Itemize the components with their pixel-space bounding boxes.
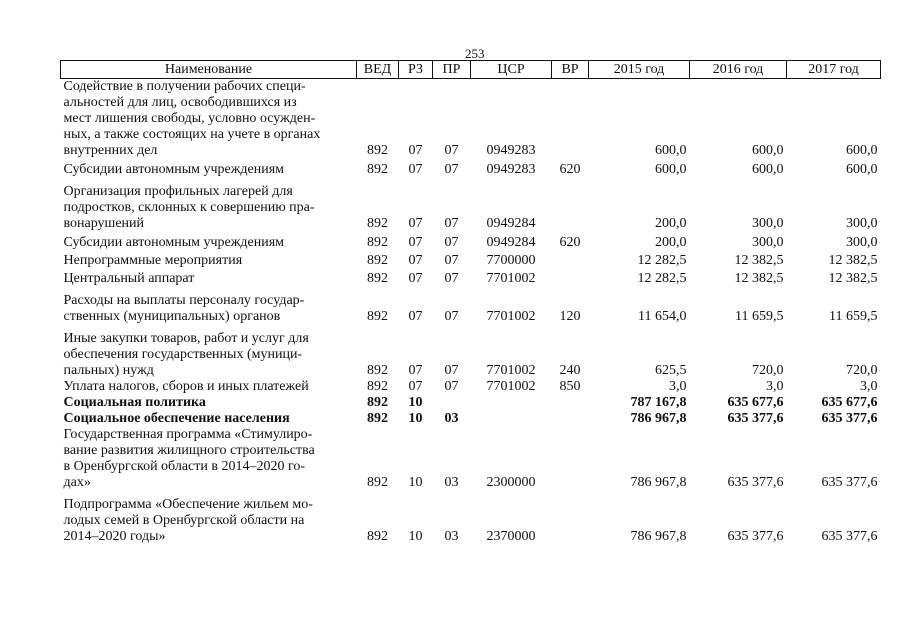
- row-vr: 120: [559, 309, 581, 324]
- row-ved: 892: [367, 395, 388, 410]
- header-2015: 2015 год: [589, 61, 690, 79]
- row-name: Подпрограмма «Обеспечение жильем мо- лодых семей в Оренбургской области на 2014–2020 годы»: [63, 497, 313, 544]
- row-2016: 300,0: [752, 235, 784, 250]
- row-name: Уплата налогов, сборов и иных платежей: [63, 379, 309, 394]
- row-2017: 720,0: [846, 363, 878, 378]
- row-name: Организация профильных лагерей для подростков, склонных к совершению пра- вонарушений: [63, 184, 315, 231]
- row-rz: 07: [408, 309, 423, 324]
- row-2015: 786 967,8: [630, 475, 687, 490]
- row-2016: 635 677,6: [727, 395, 784, 410]
- row-pr: 07: [444, 363, 459, 378]
- table-row: [61, 379, 881, 395]
- row-rz: 07: [408, 235, 423, 250]
- row-2017: 600,0: [846, 143, 878, 158]
- row-vr: 240: [559, 363, 581, 378]
- row-pr: 07: [444, 253, 459, 268]
- row-ved: 892: [367, 216, 388, 231]
- row-vr: 850: [559, 379, 581, 394]
- row-name: Содействие в получении рабочих специ- альностей для лиц, освободившихся из мест лишения свободы, условно осужден- ных, а также состоящих на учете в органах внутренних дел: [63, 79, 321, 158]
- row-2015: 200,0: [655, 216, 687, 231]
- row-rz: 10: [408, 395, 423, 410]
- row-ved: 892: [367, 379, 388, 394]
- row-ved: 892: [367, 253, 388, 268]
- row-name: Государственная программа «Стимулиро- вание развития жилищного строительства в Оренбургской области в 2014–2020 го- дах»: [63, 427, 315, 490]
- table-row: [61, 159, 881, 178]
- row-csr: 7701002: [486, 271, 536, 286]
- row-csr: 7701002: [486, 363, 536, 378]
- header-2016: 2016 год: [690, 61, 787, 79]
- row-2016: 3,0: [766, 379, 784, 394]
- row-csr: 7701002: [486, 379, 536, 394]
- row-2017: 12 382,5: [828, 253, 878, 268]
- row-2016: 600,0: [752, 143, 784, 158]
- row-2015: 600,0: [655, 162, 687, 177]
- row-pr: 07: [444, 235, 459, 250]
- header-pr: ПР: [433, 61, 471, 79]
- row-2016: 635 377,6: [727, 475, 784, 490]
- header-csr: ЦСР: [471, 61, 552, 79]
- row-ved: 892: [367, 411, 388, 426]
- table-row: [61, 79, 881, 160]
- row-rz: 07: [408, 216, 423, 231]
- row-rz: 10: [408, 529, 423, 544]
- table-row: [61, 325, 881, 379]
- row-vr: [552, 427, 589, 491]
- row-csr: [471, 411, 552, 427]
- row-csr: 7700000: [486, 253, 536, 268]
- row-name: Социальное обеспечение населения: [63, 411, 290, 426]
- row-pr: 07: [444, 162, 459, 177]
- row-csr: 0949283: [486, 162, 536, 177]
- row-vr: 620: [559, 235, 581, 250]
- table-row: [61, 251, 881, 269]
- row-ved: 892: [367, 475, 388, 490]
- row-rz: 07: [408, 363, 423, 378]
- row-vr: 620: [559, 162, 581, 177]
- row-ved: 892: [367, 309, 388, 324]
- table-row: [61, 269, 881, 287]
- table-row: [61, 395, 881, 411]
- row-ved: 892: [367, 271, 388, 286]
- table-row: [61, 491, 881, 545]
- row-2016: 300,0: [752, 216, 784, 231]
- row-2016: 12 382,5: [734, 271, 784, 286]
- table-row: [61, 427, 881, 491]
- table-row: [61, 232, 881, 251]
- row-2016: 11 659,5: [735, 309, 784, 324]
- row-csr: 0949283: [486, 143, 536, 158]
- row-rz: 10: [408, 475, 423, 490]
- row-2015: 3,0: [669, 379, 687, 394]
- row-pr: 03: [444, 475, 459, 490]
- row-2017: 635 377,6: [821, 411, 878, 426]
- row-ved: 892: [367, 235, 388, 250]
- row-2017: 300,0: [846, 235, 878, 250]
- row-name: Субсидии автономным учреждениям: [63, 235, 285, 250]
- row-csr: [471, 395, 552, 411]
- row-2016: 720,0: [752, 363, 784, 378]
- row-ved: 892: [367, 529, 388, 544]
- row-rz: 07: [408, 253, 423, 268]
- row-vr: [552, 395, 589, 411]
- row-rz: 07: [408, 162, 423, 177]
- header-rz: РЗ: [399, 61, 433, 79]
- row-2015: 787 167,8: [630, 395, 687, 410]
- row-pr: 07: [444, 143, 459, 158]
- row-2017: 300,0: [846, 216, 878, 231]
- header-2017: 2017 год: [787, 61, 881, 79]
- row-pr: [433, 395, 471, 411]
- row-csr: 7701002: [486, 309, 536, 324]
- row-name: Расходы на выплаты персоналу государ- ственных (муниципальных) органов: [63, 293, 305, 324]
- row-vr: [552, 411, 589, 427]
- row-csr: 2300000: [486, 475, 536, 490]
- row-2015: 625,5: [655, 363, 687, 378]
- row-rz: 07: [408, 143, 423, 158]
- row-pr: 07: [444, 379, 459, 394]
- row-pr: 07: [444, 309, 459, 324]
- row-2015: 786 967,8: [630, 411, 687, 426]
- header-name: Наименование: [61, 61, 357, 79]
- row-2017: 600,0: [846, 162, 878, 177]
- row-2017: 635 377,6: [821, 529, 878, 544]
- row-2015: 200,0: [655, 235, 687, 250]
- row-2017: 3,0: [860, 379, 878, 394]
- row-vr: [552, 178, 589, 232]
- header-ved: ВЕД: [357, 61, 399, 79]
- row-2015: 600,0: [655, 143, 687, 158]
- table-body: [61, 79, 881, 546]
- table-row: [61, 411, 881, 427]
- row-2016: 12 382,5: [734, 253, 784, 268]
- row-2016: 635 377,6: [727, 529, 784, 544]
- row-name: Непрограммные мероприятия: [63, 253, 243, 268]
- row-vr: [552, 79, 589, 160]
- row-2015: 786 967,8: [630, 529, 687, 544]
- row-pr: 07: [444, 216, 459, 231]
- row-2016: 635 377,6: [727, 411, 784, 426]
- table-row: [61, 178, 881, 232]
- budget-table: [60, 60, 881, 545]
- row-csr: 0949284: [486, 216, 536, 231]
- row-csr: 0949284: [486, 235, 536, 250]
- row-ved: 892: [367, 143, 388, 158]
- header-vr: ВР: [552, 61, 589, 79]
- row-2015: 11 654,0: [638, 309, 687, 324]
- row-pr: 03: [444, 411, 459, 426]
- row-vr: [552, 251, 589, 269]
- row-name: Центральный аппарат: [63, 271, 195, 286]
- row-name: Социальная политика: [63, 395, 206, 410]
- row-vr: [552, 491, 589, 545]
- row-2017: 11 659,5: [829, 309, 878, 324]
- row-2016: 600,0: [752, 162, 784, 177]
- page-number: 253: [465, 46, 485, 61]
- row-2017: 635 377,6: [821, 475, 878, 490]
- row-pr: 03: [444, 529, 459, 544]
- row-2015: 12 282,5: [637, 253, 687, 268]
- table-header-row: [61, 61, 881, 79]
- table-row: [61, 287, 881, 325]
- row-ved: 892: [367, 162, 388, 177]
- row-pr: 07: [444, 271, 459, 286]
- row-ved: 892: [367, 363, 388, 378]
- row-2017: 12 382,5: [828, 271, 878, 286]
- row-rz: 07: [408, 271, 423, 286]
- row-rz: 10: [408, 411, 423, 426]
- row-2017: 635 677,6: [821, 395, 878, 410]
- row-2015: 12 282,5: [637, 271, 687, 286]
- row-name: Субсидии автономным учреждениям: [63, 162, 285, 177]
- row-rz: 07: [408, 379, 423, 394]
- row-csr: 2370000: [486, 529, 536, 544]
- row-name: Иные закупки товаров, работ и услуг для обеспечения государственных (муници- пальных) нужд: [63, 331, 309, 378]
- row-vr: [552, 269, 589, 287]
